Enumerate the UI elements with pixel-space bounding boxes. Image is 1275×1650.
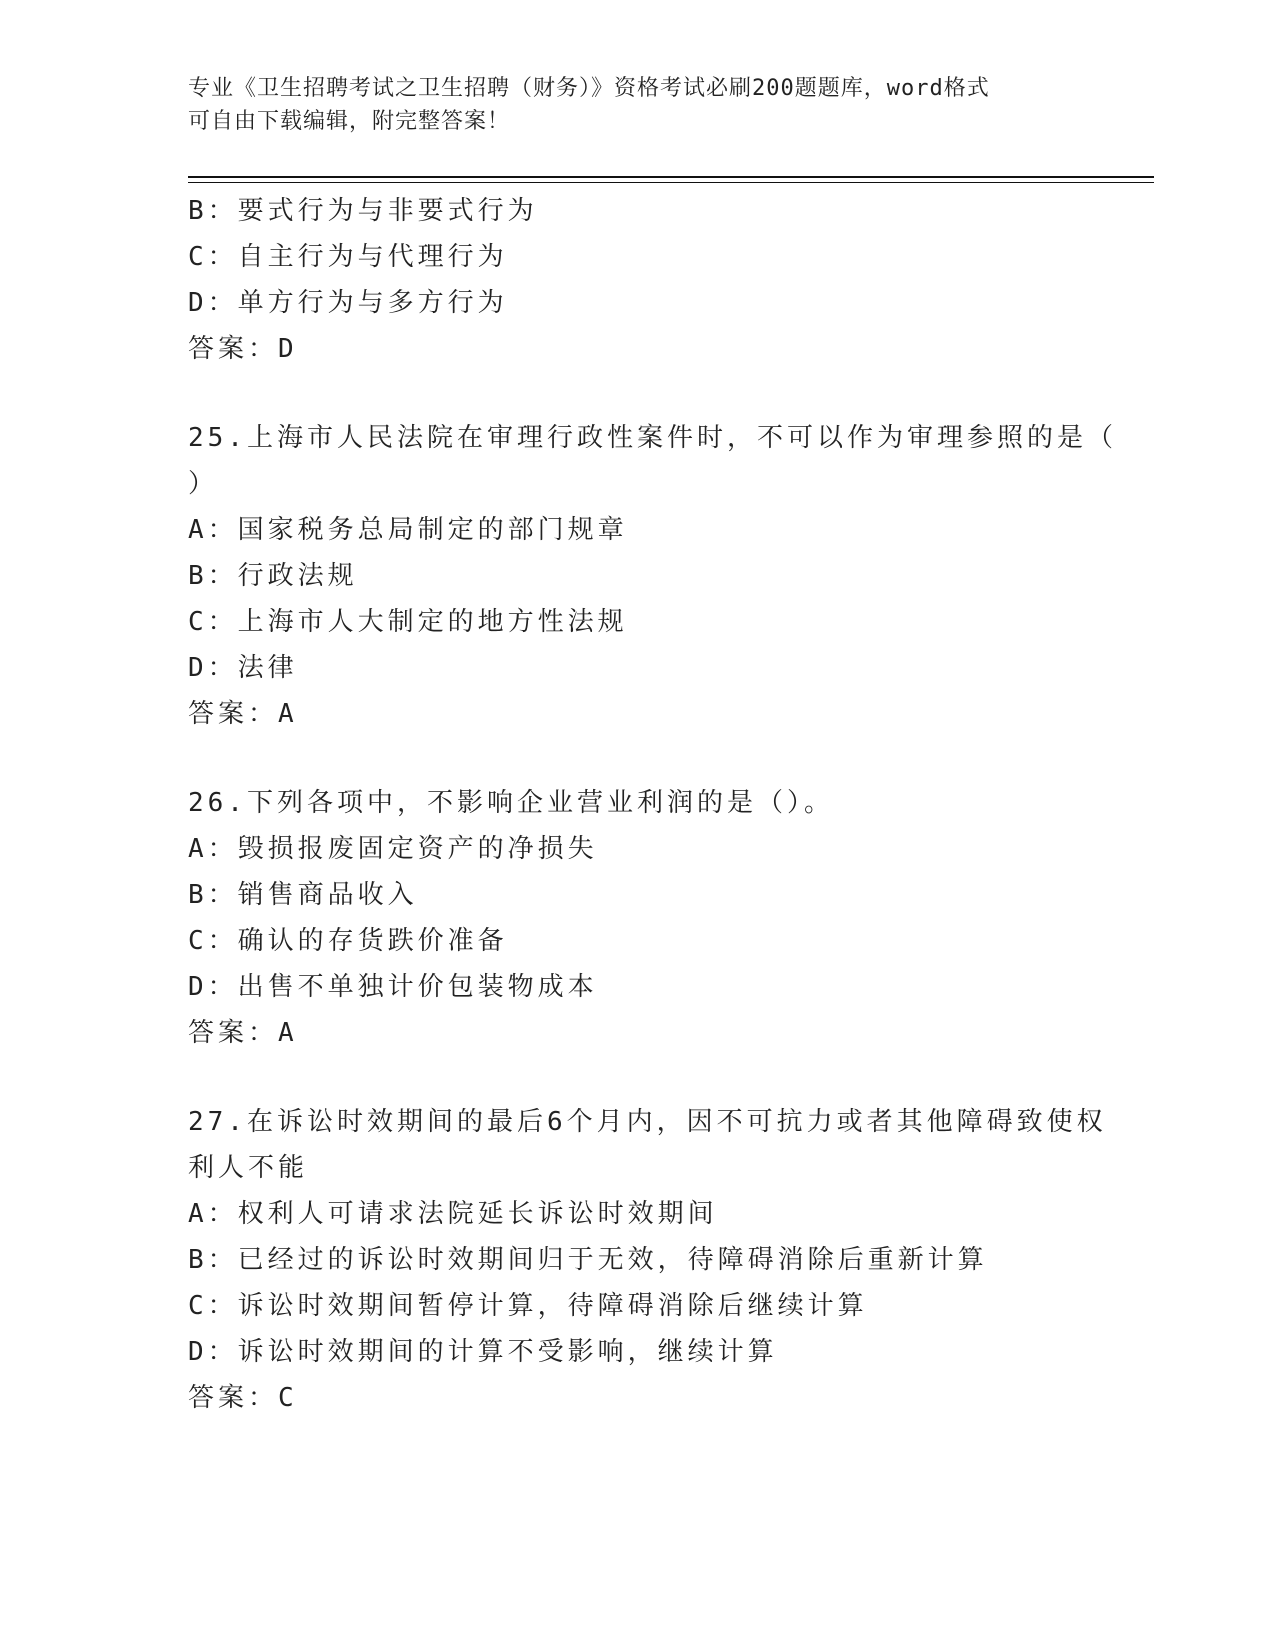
header-divider-thick <box>188 176 1154 178</box>
option-c: C：上海市人大制定的地方性法规 <box>188 607 628 637</box>
option-d: D：出售不单独计价包装物成本 <box>188 972 598 1002</box>
header-line-2: 可自由下载编辑，附完整答案！ <box>188 109 511 134</box>
question-text-line-2: ） <box>188 469 219 499</box>
option-d: D：单方行为与多方行为 <box>188 288 508 318</box>
header-divider-thin <box>188 182 1154 183</box>
answer: 答案：C <box>188 1383 298 1413</box>
question-list <box>188 188 1117 1421</box>
option-b: B：要式行为与非要式行为 <box>188 196 538 226</box>
question-text-line-1: 25.上海市人民法院在审理行政性案件时，不可以作为审理参照的是（ <box>188 423 1117 453</box>
answer: 答案：A <box>188 1018 298 1048</box>
option-b: B：行政法规 <box>188 561 358 591</box>
option-b: B：销售商品收入 <box>188 880 418 910</box>
option-a: A：权利人可请求法院延长诉讼时效期间 <box>188 1199 718 1229</box>
question-27 <box>188 1099 1107 1421</box>
option-d: D：诉讼时效期间的计算不受影响，继续计算 <box>188 1337 778 1367</box>
question-24-continued <box>188 188 1088 372</box>
option-c: C：诉讼时效期间暂停计算，待障碍消除后继续计算 <box>188 1291 868 1321</box>
header-line-1: 专业《卫生招聘考试之卫生招聘（财务）》资格考试必刷200题题库，word格式 <box>188 76 990 101</box>
document-header <box>188 72 1088 138</box>
answer: 答案：A <box>188 699 298 729</box>
option-a: A：国家税务总局制定的部门规章 <box>188 515 628 545</box>
option-c: C：确认的存货跌价准备 <box>188 926 508 956</box>
answer: 答案：D <box>188 334 298 364</box>
option-d: D：法律 <box>188 653 298 683</box>
option-b: B：已经过的诉讼时效期间归于无效，待障碍消除后重新计算 <box>188 1245 988 1275</box>
question-text-line-1: 27.在诉讼时效期间的最后6个月内，因不可抗力或者其他障碍致使权 <box>188 1107 1107 1137</box>
option-c: C：自主行为与代理行为 <box>188 242 508 272</box>
question-25 <box>188 415 1117 737</box>
question-text-line-1: 26.下列各项中，不影响企业营业利润的是（）。 <box>188 788 834 818</box>
option-a: A：毁损报废固定资产的净损失 <box>188 834 598 864</box>
question-26 <box>188 780 1088 1056</box>
question-text-line-2: 利人不能 <box>188 1153 309 1183</box>
